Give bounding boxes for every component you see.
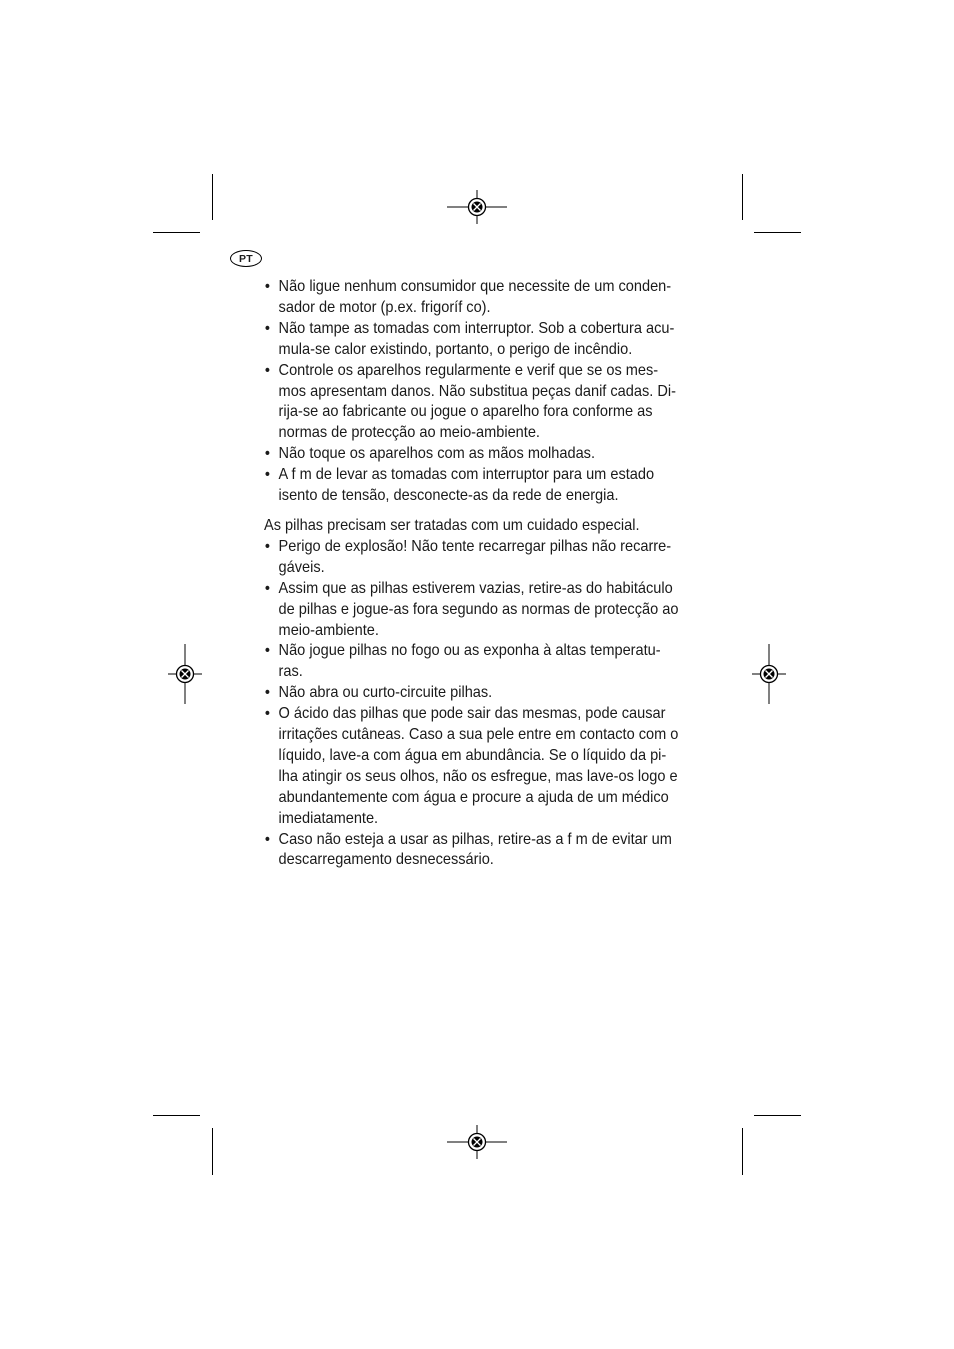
bullet-icon: • [264,361,271,379]
bullet-icon: • [264,466,271,484]
bullet-icon: • [264,537,271,555]
list-item-line: Não toque os aparelhos com as mãos molhadas. [278,445,596,463]
crop-mark-bottom-right-horizontal [754,1115,801,1116]
list-item-line: líquido, lave-a com água em abundância. Se o líquido da pi- [278,746,667,764]
list-item-line: normas de protecção ao meio-ambiente. [278,424,540,442]
list-item-line: meio-ambiente. [278,621,379,639]
list-item-line: abundantemente com água e procure a ajuda de um médico [278,788,669,806]
list-item-line: Não abra ou curto-circuite pilhas. [278,684,493,702]
list-item-line: imediatamente. [278,809,379,827]
bullet-icon: • [264,278,271,295]
list-item-line: isento de tensão, desconecte-as da rede de energia. [278,487,619,505]
registration-mark-bottom-icon [447,1125,507,1159]
list-item-line: Não ligue nenhum consumidor que necessite de um conden- [278,278,672,295]
crop-mark-bottom-right-vertical [742,1128,743,1175]
list-item-line: Assim que as pilhas estiverem vazias, retire-as do habitáculo [278,579,673,597]
list-item-line: mula-se calor existindo, portanto, o perigo de incêndio. [278,340,633,358]
list-item [264,465,668,507]
list-item-line: Não jogue pilhas no fogo ou as exponha à altas temperatu- [278,642,661,660]
crop-mark-bottom-left-vertical [212,1128,213,1175]
crop-mark-top-left-horizontal [153,232,200,233]
list-item-line: ras. [278,663,303,681]
safety-instructions [264,277,679,871]
list-item-line: rija-se ao fabricante ou jogue o aparelho fora conforme as [278,403,653,421]
crop-mark-bottom-left-horizontal [153,1115,200,1116]
bullet-icon: • [264,319,271,337]
bullet-icon: • [264,684,271,702]
list-item-line: Controle os aparelhos regularmente e verif que se os mes- [278,361,659,379]
list-item [264,641,668,683]
batteries-intro: As pilhas precisam ser tratadas com um cuidado especial. [264,516,640,534]
appliance-safety-list [264,277,676,507]
list-item-line: mos apresentam danos. Não substitua peças danif cadas. Di- [278,382,676,400]
list-item-line: lha atingir os seus olhos, não os esfregue, mas lave-os logo e [278,767,678,785]
list-item [264,319,675,361]
registration-mark-right-icon [752,644,786,704]
list-item-line: irritações cutâneas. Caso a sua pele entre em contacto com o [278,726,679,744]
bullet-icon: • [264,705,271,723]
section-gap [264,507,668,516]
list-item-line: Não tampe as tomadas com interruptor. Sob a cobertura acu- [278,319,675,337]
registration-mark-left-icon [168,644,202,704]
bullet-icon: • [264,830,271,848]
bullet-icon: • [264,579,271,597]
crop-mark-top-right-horizontal [754,232,801,233]
list-item-line: descarregamento desnecessário. [278,851,494,869]
list-item [264,361,676,445]
list-item-line: gáveis. [278,558,325,576]
registration-mark-top-icon [447,190,507,224]
list-item [264,444,668,465]
list-item-line: de pilhas e jogue-as fora segundo as normas de protecção ao [278,600,679,618]
list-item-line: A f m de levar as tomadas com interruptor para um estado [278,466,655,484]
language-badge: PT [230,250,262,267]
list-item [264,830,672,872]
bullet-icon: • [264,642,271,660]
list-item-line: Perigo de explosão! Não tente recarregar pilhas não recarre- [278,537,672,555]
list-item-line: sador de motor (p.ex. frigoríf co). [278,298,491,316]
crop-mark-top-left-vertical [212,174,213,220]
list-item [264,683,668,704]
list-item-line: O ácido das pilhas que pode sair das mesmas, pode causar [278,705,666,723]
list-item-line: Caso não esteja a usar as pilhas, retire-as a f m de evitar um [278,830,672,848]
list-item [264,704,679,829]
list-item [264,277,672,319]
battery-safety-list [264,537,679,872]
list-item [264,537,672,579]
crop-mark-top-right-vertical [742,174,743,220]
list-item [264,579,679,642]
bullet-icon: • [264,445,271,463]
